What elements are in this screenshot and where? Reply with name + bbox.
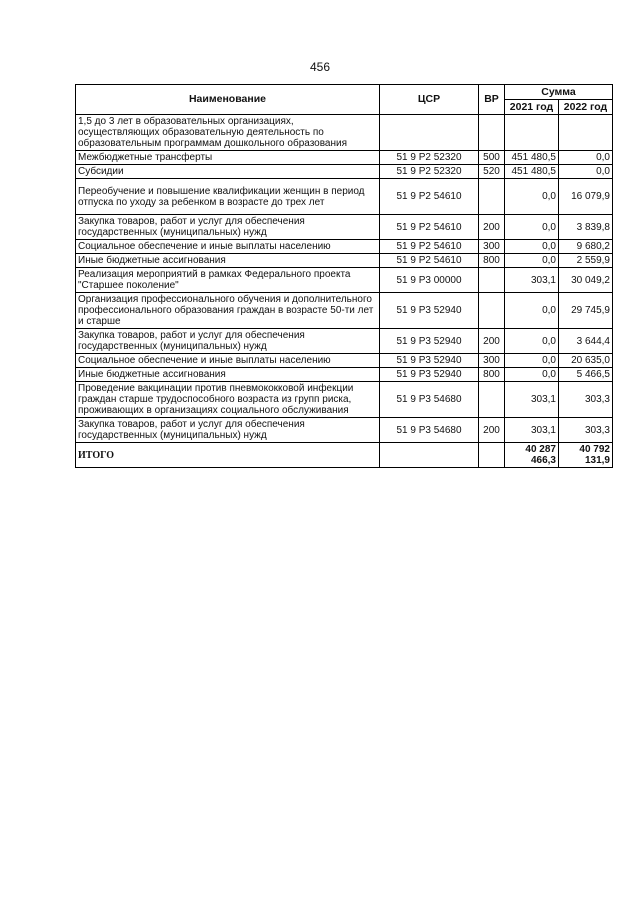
row-2022: 16 079,9 [559, 179, 613, 215]
row-vr [479, 293, 505, 329]
header-sum: Сумма [505, 85, 613, 100]
row-vr [479, 179, 505, 215]
total-2021: 40 287 466,3 [505, 443, 559, 468]
total-vr-empty [479, 443, 505, 468]
row-2021: 0,0 [505, 215, 559, 240]
row-name: Субсидии [76, 165, 380, 179]
row-2022: 303,3 [559, 382, 613, 418]
header-csr: ЦСР [380, 85, 479, 115]
row-name: Закупка товаров, работ и услуг для обеспечения государственных (муниципальных) нужд [76, 418, 380, 443]
row-csr: 51 9 P2 54610 [380, 179, 479, 215]
table-row [76, 368, 613, 382]
row-2021: 303,1 [505, 418, 559, 443]
total-2022: 40 792 131,9 [559, 443, 613, 468]
row-2022: 29 745,9 [559, 293, 613, 329]
row-csr: 51 9 P3 52940 [380, 368, 479, 382]
row-vr: 500 [479, 151, 505, 165]
budget-table [75, 84, 613, 468]
row-name: Социальное обеспечение и иные выплаты населению [76, 240, 380, 254]
row-csr: 51 9 P2 52320 [380, 151, 479, 165]
row-name: Реализация мероприятий в рамках Федерального проекта "Старшее поколение" [76, 268, 380, 293]
row-name: 1,5 до 3 лет в образовательных организациях, осуществляющих образовательную деятельность по образовательным программам дошкольного образования [76, 115, 380, 151]
row-csr [380, 115, 479, 151]
row-vr: 300 [479, 354, 505, 368]
row-csr: 51 9 P3 52940 [380, 293, 479, 329]
row-vr: 200 [479, 215, 505, 240]
row-2021: 0,0 [505, 354, 559, 368]
row-name: Закупка товаров, работ и услуг для обеспечения государственных (муниципальных) нужд [76, 329, 380, 354]
row-2022: 5 466,5 [559, 368, 613, 382]
table-row [76, 293, 613, 329]
header-vr: ВР [479, 85, 505, 115]
row-2021: 451 480,5 [505, 165, 559, 179]
table-row [76, 382, 613, 418]
row-vr [479, 268, 505, 293]
header-name: Наименование [76, 85, 380, 115]
header-year-2021: 2021 год [505, 100, 559, 115]
row-vr [479, 382, 505, 418]
row-2022: 20 635,0 [559, 354, 613, 368]
row-vr: 520 [479, 165, 505, 179]
row-2022 [559, 115, 613, 151]
row-name: Социальное обеспечение и иные выплаты населению [76, 354, 380, 368]
table-row [76, 418, 613, 443]
row-2022: 0,0 [559, 151, 613, 165]
row-vr: 200 [479, 329, 505, 354]
row-2021: 0,0 [505, 179, 559, 215]
row-2022: 303,3 [559, 418, 613, 443]
row-2022: 3 644,4 [559, 329, 613, 354]
row-2021: 0,0 [505, 293, 559, 329]
table-row [76, 254, 613, 268]
table-row [76, 240, 613, 254]
row-name: Межбюджетные трансферты [76, 151, 380, 165]
row-2021: 303,1 [505, 268, 559, 293]
row-vr: 800 [479, 254, 505, 268]
row-csr: 51 9 P3 54680 [380, 382, 479, 418]
total-csr-empty [380, 443, 479, 468]
row-name: Закупка товаров, работ и услуг для обеспечения государственных (муниципальных) нужд [76, 215, 380, 240]
row-csr: 51 9 P3 52940 [380, 329, 479, 354]
row-name: Иные бюджетные ассигнования [76, 254, 380, 268]
row-vr [479, 115, 505, 151]
table-row [76, 151, 613, 165]
table-row [76, 115, 613, 151]
row-2021: 451 480,5 [505, 151, 559, 165]
row-2022: 9 680,2 [559, 240, 613, 254]
row-vr: 800 [479, 368, 505, 382]
table-row [76, 165, 613, 179]
row-2022: 2 559,9 [559, 254, 613, 268]
row-2021: 303,1 [505, 382, 559, 418]
row-2021: 0,0 [505, 254, 559, 268]
row-csr: 51 9 P2 54610 [380, 215, 479, 240]
row-2021: 0,0 [505, 240, 559, 254]
row-vr: 300 [479, 240, 505, 254]
page-number: 456 [309, 60, 331, 74]
table-row [76, 268, 613, 293]
row-2021: 0,0 [505, 329, 559, 354]
row-csr: 51 9 P2 54610 [380, 240, 479, 254]
table-row [76, 179, 613, 215]
table-row [76, 329, 613, 354]
total-label: ИТОГО [76, 443, 380, 468]
table-row [76, 354, 613, 368]
table-row [76, 215, 613, 240]
row-csr: 51 9 P2 54610 [380, 254, 479, 268]
row-2021: 0,0 [505, 368, 559, 382]
row-csr: 51 9 P3 00000 [380, 268, 479, 293]
row-vr: 200 [479, 418, 505, 443]
row-2021 [505, 115, 559, 151]
row-csr: 51 9 P3 54680 [380, 418, 479, 443]
row-csr: 51 9 P2 52320 [380, 165, 479, 179]
row-2022: 30 049,2 [559, 268, 613, 293]
row-name: Организация профессионального обучения и дополнительного профессионального образования граждан в возрасте 50-ти лет и старше [76, 293, 380, 329]
header-year-2022: 2022 год [559, 100, 613, 115]
row-csr: 51 9 P3 52940 [380, 354, 479, 368]
row-name: Иные бюджетные ассигнования [76, 368, 380, 382]
total-row [76, 443, 613, 468]
row-2022: 3 839,8 [559, 215, 613, 240]
row-name: Переобучение и повышение квалификации женщин в период отпуска по уходу за ребенком в возрасте до трех лет [76, 179, 380, 215]
row-name: Проведение вакцинации против пневмококковой инфекции граждан старше трудоспособного возраста из групп риска, проживающих в организациях социального обслуживания [76, 382, 380, 418]
row-2022: 0,0 [559, 165, 613, 179]
